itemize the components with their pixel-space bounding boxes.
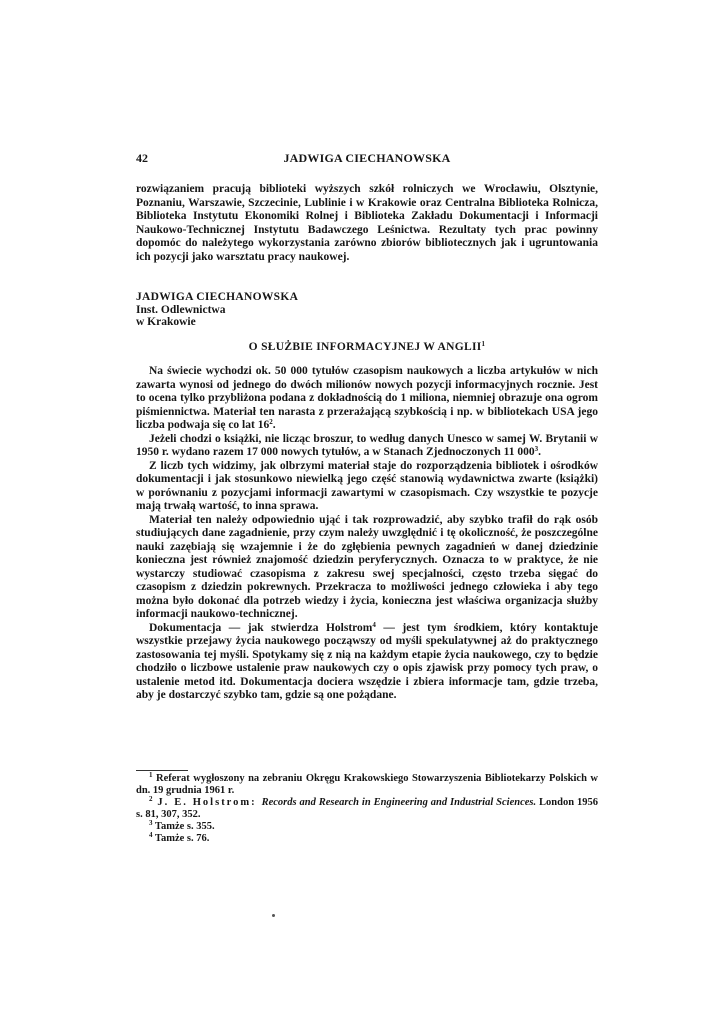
footnote-1-text: Referat wygłoszony na zebraniu Okręgu Krakowskiego Stowarzyszenia Bibliotekarzy Polskich w dn. 19 grudnia 1961 r. [136, 773, 598, 796]
footnote-2-title: Records and Research in Engineering and Industrial Sciences. [261, 797, 537, 808]
footnote-1 [136, 773, 598, 797]
footnote-4 [136, 833, 598, 845]
author-block [136, 291, 436, 329]
paragraph-5-after: — jest tym środkiem, który kontaktuje wszystkie przejawy życia naukowego począwszy od myśli spekulatywnej aż do praktycznego zastosowania tej myśli. Spotykamy się z nią na każdym etapie życia naukowego, czy to będzie chodziło o liczbowe ustalenie praw naukowych czy o opis zjawisk przy pomocy tych praw, o ustalenie metod itd. Dokumentacja dociera wszędzie i zbiera informacje tam, gdzie trzeba, aby je dostarczyć szybko tam, gdzie są one pożądane. [136, 621, 598, 701]
section-title [136, 341, 598, 353]
author-affiliation-line1: Inst. Odlewnictwa [136, 303, 226, 316]
footnote-ref-1[interactable]: 1 [481, 340, 486, 348]
footnote-2 [136, 797, 598, 821]
article-body [136, 365, 598, 703]
footnote-3 [136, 821, 598, 833]
paragraph-2-text: Jeżeli chodzi o książki, nie licząc broszur, to według danych Unesco w samej W. Brytanii w 1950 r. wydano razem 17 000 nowych tytułów, a w Stanach Zjednoczonych 11 000 [136, 432, 598, 458]
footnote-2-mark: 2 [149, 795, 153, 803]
footnote-3-mark: 3 [149, 819, 153, 827]
footnote-divider [136, 770, 188, 771]
footnote-2-rest: London 1956 s. 81, 307, 352. [136, 797, 598, 820]
page-number: 42 [136, 151, 148, 165]
paragraph-2-end: . [538, 446, 541, 458]
paragraph-2 [136, 433, 598, 460]
running-head: JADWIGA CIECHANOWSKA [283, 151, 451, 165]
paragraph-4: Materiał ten należy odpowiednio ująć i tak rozprowadzić, aby szybko trafił do rąk osób studiujących dane zagadnienie, przy czym należy uwzględnić i tę okoliczność, że poszczególne nauki zazębiają się wzajemnie i że do zgłębienia pewnych zagadnień w danej dziedzinie konieczna jest również znajomość dziedzin peryferycznych. Oznacza to w praktyce, że nie wystarczy studiować czasopisma z zakresu swej specjalności, często trzeba sięgać do czasopism z dziedzin pokrewnych. Przekracza to możliwości jednego człowieka i aby tego można było dokonać dla potrzeb wiedzy i życia, konieczna jest właściwa organizacja służby informacji naukowo-technicznej. [136, 513, 598, 620]
paragraph-1-end: . [272, 419, 276, 431]
paragraph-1-text: Na świecie wychodzi ok. 50 000 tytułów czasopism naukowych a liczba artykułów w nich zawarta wynosi od jednego do dwóch milionów nowych pozycji informacyjnych rocznie. Jest to ocena tylko przybliżona podana z dokładnością do 1 miliona, niemniej obrazuje ona ogrom piśmiennictwa. Materiał ten narasta z przerażającą szybkością i np. w bibliotekach USA jego liczba podwaja się co lat 16 [136, 365, 598, 431]
footnote-4-mark: 4 [149, 831, 153, 839]
paragraph-5-before: Dokumentacja — jak stwierdza Holstrom [149, 621, 373, 634]
author-name: JADWIGA CIECHANOWSKA [136, 291, 299, 303]
print-speck [272, 914, 275, 917]
footnote-ref-4[interactable]: 4 [372, 620, 376, 629]
footnote-4-text: Tamże s. 76. [152, 833, 210, 844]
paragraph-5 [136, 622, 598, 703]
footnote-ref-2[interactable]: 2 [269, 418, 273, 426]
footnotes [136, 773, 598, 845]
footnote-2-author: J. E. Holstrom: [152, 797, 262, 808]
paragraph-1 [136, 365, 598, 433]
footnote-1-mark: 1 [149, 771, 153, 779]
author-affiliation-line2: w Krakowie [136, 316, 196, 328]
intro-paragraph: rozwiązaniem pracują biblioteki wyższych szkół rolniczych we Wrocławiu, Olsztynie, Poznaniu, Warszawie, Szczecinie, Lublinie i w Krakowie oraz Centralna Biblioteka Rolnicza, Biblioteka Instytutu Ekonomiki Rolnej i Biblioteka Zakładu Dokumentacji i Informacji Naukowo-Technicznej Instytutu Badawczego Leśnictwa. Rezultaty tych prac powinny dopomóc do należytego wykorzystania zarówno zbiorów bibliotecznych jak i ugruntowania ich pozycji jako warsztatu pracy naukowej. [136, 183, 598, 263]
section-title-text: O SŁUŻBIE INFORMACYJNEJ W ANGLII [248, 341, 482, 353]
footnote-3-text: Tamże s. 355. [152, 821, 215, 832]
paragraph-3: Z liczb tych widzimy, jak olbrzymi materiał staje do rozporządzenia bibliotek i ośrodków dokumentacji i jak stosunkowo niewielką jego część stanowią wydawnictwa zwarte (książki) w porównaniu z pozycjami informacji zawartymi w czasopismach. Czy wszystkie te pozycje mają trwałą wartość, to inna sprawa. [136, 459, 598, 512]
footnote-ref-3[interactable]: 3 [534, 445, 539, 453]
